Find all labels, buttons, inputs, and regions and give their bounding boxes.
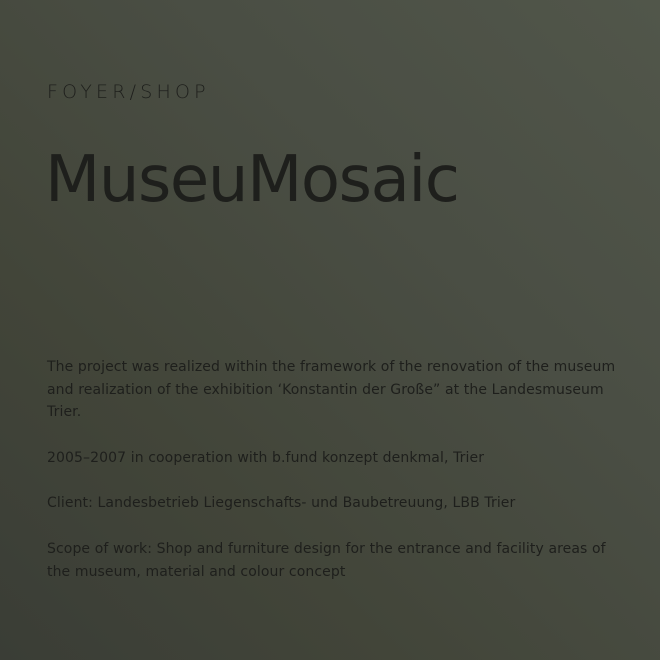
project-category: FOYER/SHOP xyxy=(47,81,210,103)
project-title: MuseuMosaic xyxy=(45,143,459,217)
project-panel xyxy=(47,0,627,660)
scope-paragraph: Scope of work: Shop and furniture design for the entrance and facility areas of the museum, material and colour concept xyxy=(47,540,606,580)
collaboration-paragraph: 2005–2007 in cooperation with b.fund konzept denkmal, Trier xyxy=(47,449,485,466)
project-description xyxy=(47,356,627,606)
description-paragraph: The project was realized within the framework of the renovation of the museum and realization of the exhibition ‘Konstantin der Große” at the Landesmuseum Trier. xyxy=(47,359,616,421)
client-paragraph: Client: Landesbetrieb Liegenschafts- und Baubetreuung, LBB Trier xyxy=(47,495,516,512)
